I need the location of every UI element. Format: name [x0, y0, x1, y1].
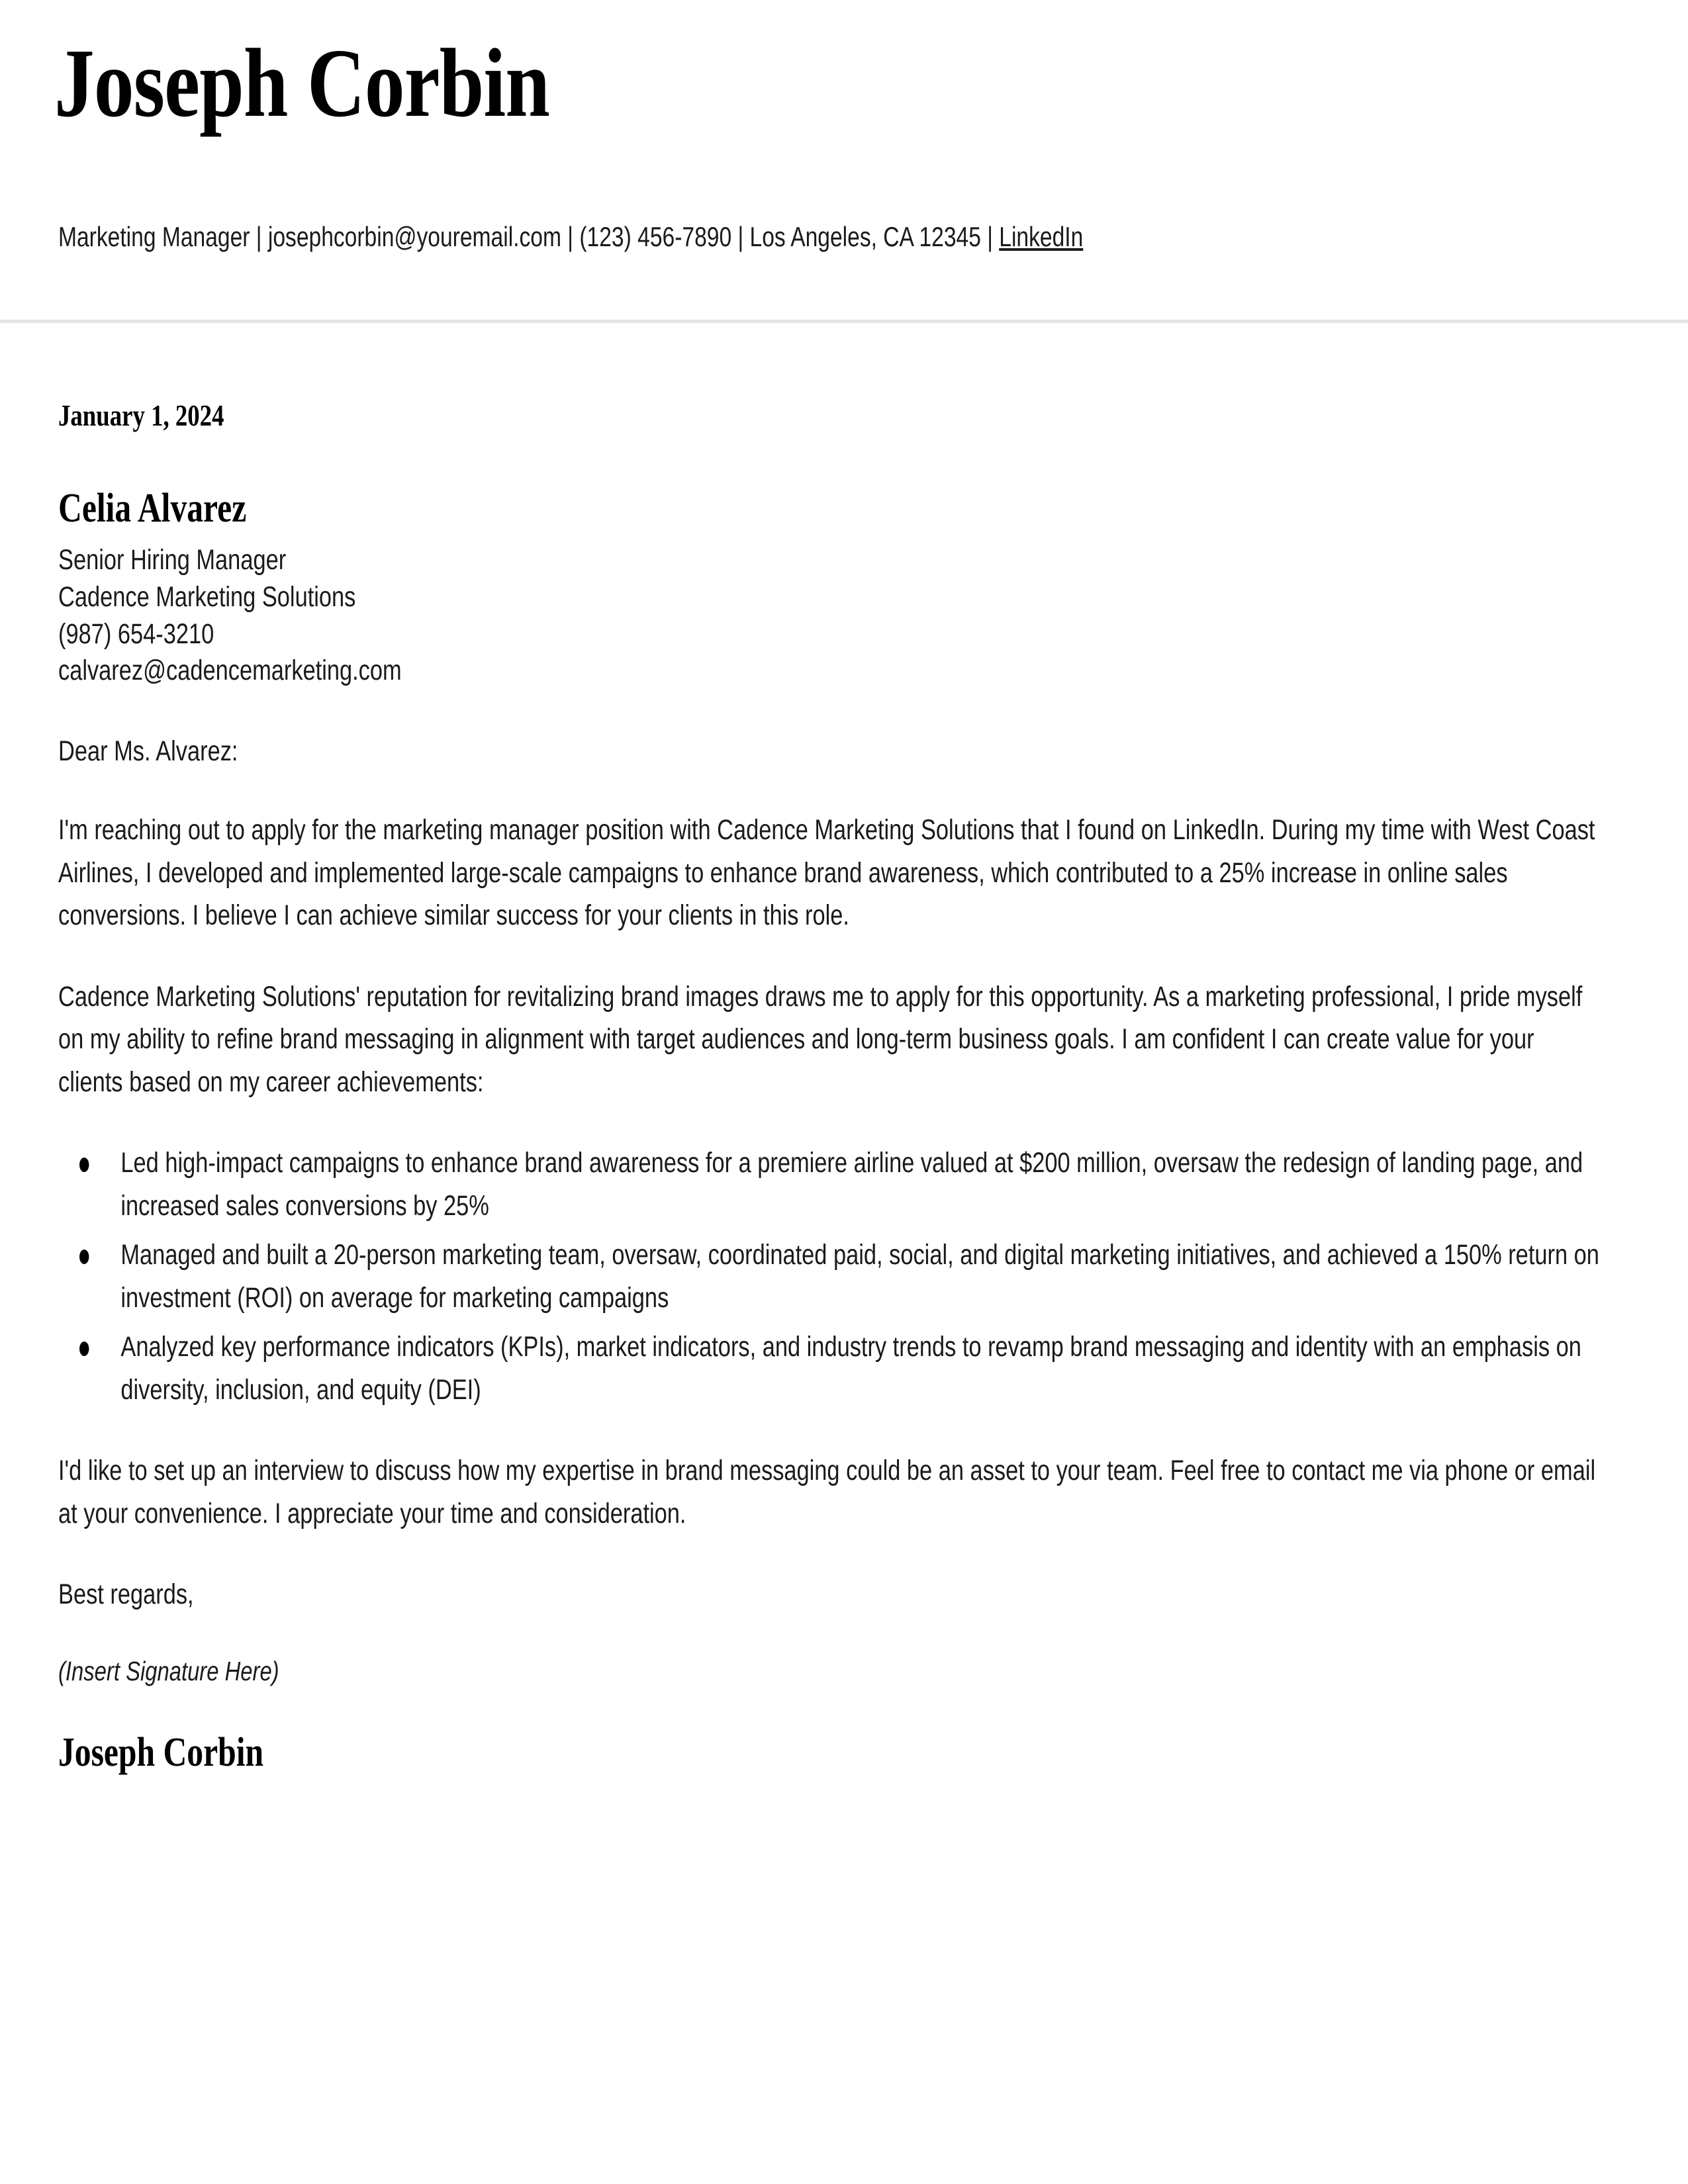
- body-paragraph-2: Cadence Marketing Solutions' reputation for revitalizing brand images draws me to apply for this opportunity. As a marketing professional, I pride myself on my ability to refine brand messaging in alignment with target audiences and long-term business goals. I am confident I can create value for your clients based on my career achievements:: [58, 980, 1583, 1098]
- list-item: [58, 1142, 1601, 1227]
- recipient-phone: (987) 654-3210: [58, 617, 214, 650]
- recipient-email: calvarez@cadencemarketing.com: [58, 655, 402, 687]
- closing-paragraph: I'd like to set up an interview to discuss how my expertise in brand messaging could be an asset to your team. Feel free to contact me via phone or email at your convenience. I appreciate your time and consideration.: [58, 1455, 1596, 1529]
- letter-body: [58, 397, 1601, 1777]
- recipient-title: Senior Hiring Manager: [58, 543, 287, 576]
- achievement-text: Managed and built a 20-person marketing team, oversaw, coordinated paid, social, and digital marketing initiatives, and achieved a 150% return on investment (ROI) on average for marketing campaigns: [120, 1239, 1599, 1314]
- sign-off: Best regards,: [58, 1578, 194, 1611]
- page-title: Joseph Corbin: [54, 29, 550, 138]
- signature-placeholder: (Insert Signature Here): [58, 1656, 279, 1687]
- achievements-list: [58, 1142, 1601, 1411]
- contact-info-text: Marketing Manager | josephcorbin@youremail.com | (123) 456-7890 | Los Angeles, CA 12345 |: [58, 221, 1000, 252]
- achievement-text: Analyzed key performance indicators (KPIs), market indicators, and industry trends to revamp brand messaging and identity with an emphasis on diversity, inclusion, and equity (DEI): [120, 1331, 1581, 1406]
- linkedin-link[interactable]: LinkedIn: [999, 221, 1084, 252]
- bullet-icon: [79, 1250, 89, 1264]
- list-item: [58, 1326, 1601, 1411]
- body-paragraph-1: I'm reaching out to apply for the marketing manager position with Cadence Marketing Solutions that I found on LinkedIn. During my time with West Coast Airlines, I developed and implemented large-scale campaigns to enhance brand awareness, which contributed to a 25% increase in online sales conversions. I believe I can achieve similar success for your clients in this role.: [58, 814, 1595, 932]
- achievement-text: Led high-impact campaigns to enhance brand awareness for a premiere airline valued at $200 million, oversaw the redesign of landing page, and increased sales conversions by 25%: [120, 1147, 1583, 1222]
- recipient-block: [58, 484, 1601, 690]
- contact-info-line: [58, 220, 1083, 255]
- recipient-company: Cadence Marketing Solutions: [58, 580, 356, 613]
- list-item: [58, 1234, 1601, 1319]
- salutation: Dear Ms. Alvarez:: [58, 735, 238, 768]
- letter-header: [0, 0, 1688, 323]
- signature-name: Joseph Corbin: [58, 1729, 264, 1775]
- bullet-icon: [79, 1342, 89, 1356]
- letter-date: January 1, 2024: [58, 398, 224, 432]
- recipient-name: Celia Alvarez: [58, 486, 247, 531]
- bullet-icon: [79, 1158, 89, 1172]
